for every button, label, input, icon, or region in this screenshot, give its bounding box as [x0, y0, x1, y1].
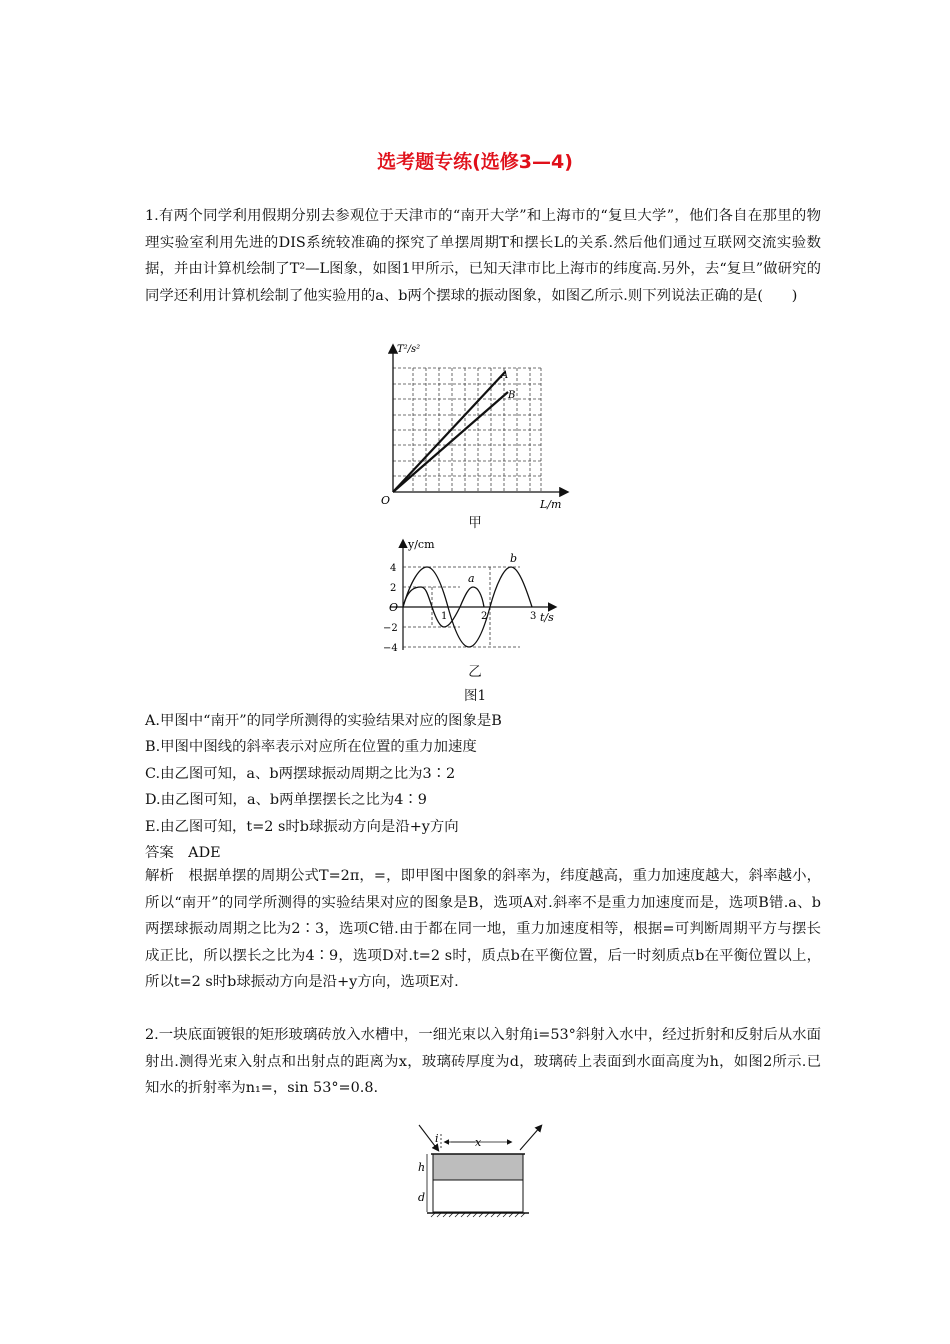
figure-1-caption: 图1	[463, 688, 487, 704]
y-axis-label: y/cm	[408, 538, 435, 551]
answer: 答案 ADE	[145, 845, 221, 861]
thickness-d-label: d	[418, 1191, 426, 1204]
x-axis-label: t/s	[540, 611, 554, 624]
option-c: C.由乙图可知，a、b两摆球振动周期之比为3∶2	[145, 766, 456, 782]
y-axis-label: T²/s²	[397, 344, 421, 355]
x-tick-2: 2	[481, 611, 488, 622]
distance-x-label: x	[475, 1136, 482, 1149]
x-tick-1: 1	[441, 611, 448, 622]
option-a: A.甲图中“南开”的同学所测得的实验结果对应的图象是B	[145, 713, 502, 729]
option-e: E.由乙图可知，t=2 s时b球振动方向是沿+y方向	[145, 819, 459, 835]
option-b: B.甲图中图线的斜率表示对应所在位置的重力加速度	[145, 739, 477, 755]
origin-label: O	[381, 494, 391, 507]
analysis: 解析 根据单摆的周期公式T=2π，=，即甲图中图象的斜率为，纬度越高，重力加速度越大，斜率越小，所以“南开”的同学所测得的实验结果对应的图象是B，选项A对.斜率不是重力加速度而是，选项B错.a、b两摆球振动周期之比为2∶3，选项C错.由于都在同一地，重力加速度相等，根据=可判断周期平方与摆长成正比，所以摆长之比为4∶9，选项D对.t=2 s时，质点b在平衡位置，后一时刻质点b在平衡位置以上，所以t=2 s时b球振动方向是沿+y方向，选项E对.	[145, 868, 821, 990]
figure-yi-graph	[380, 535, 580, 655]
question-1-stem: 1.有两个同学利用假期分别去参观位于天津市的“南开大学”和上海市的“复旦大学”，他们各自在那里的物理实验室利用先进的DIS系统较准确的探究了单摆周期T和摆长L的关系.然后他们通过互联网交流实验数据，并由计算机绘制了T²—L图象，如图1甲所示，已知天津市比上海市的纬度高.另外，去“复旦”做研究的同学还利用计算机绘制了他实验用的a、b两个摆球的振动图象，如图乙所示.则下列说法正确的是( )	[145, 208, 821, 304]
x-tick-3: 3	[530, 611, 537, 622]
y-tick-2: 2	[390, 583, 397, 594]
angle-i-label: i	[435, 1132, 439, 1145]
line-b	[393, 392, 508, 492]
height-h-label: h	[418, 1161, 426, 1174]
page-title: 选考题专练(选修3—4)	[377, 151, 573, 173]
wave-b-label: b	[510, 552, 518, 565]
emergent-ray	[520, 1126, 541, 1150]
figure-2-glass-brick	[405, 1120, 555, 1220]
y-tick-4: 4	[390, 563, 397, 574]
y-tick-neg2: −2	[383, 623, 398, 634]
x-axis-label: L/m	[540, 498, 562, 511]
line-a	[393, 372, 505, 492]
option-d: D.由乙图可知，a、b两单摆摆长之比为4∶9	[145, 792, 427, 808]
line-b-label: B	[508, 390, 516, 401]
question-2-stem: 2.一块底面镀银的矩形玻璃砖放入水槽中，一细光束以入射角i=53°斜射入水中，经过折射和反射后从水面射出.测得光束入射点和出射点的距离为x，玻璃砖厚度为d，玻璃砖上表面到水面高度为h，如图2所示.已知水的折射率为n₁=，sin 53°=0.8.	[145, 1027, 821, 1096]
figure-yi-caption: 乙	[468, 664, 482, 680]
y-tick-neg4: −4	[383, 643, 398, 654]
origin-label: O	[389, 601, 399, 614]
wave-a-label: a	[468, 572, 475, 585]
figure-jia-caption: 甲	[468, 515, 482, 531]
figure-jia-graph	[375, 340, 575, 535]
line-a-label: A	[501, 370, 509, 381]
